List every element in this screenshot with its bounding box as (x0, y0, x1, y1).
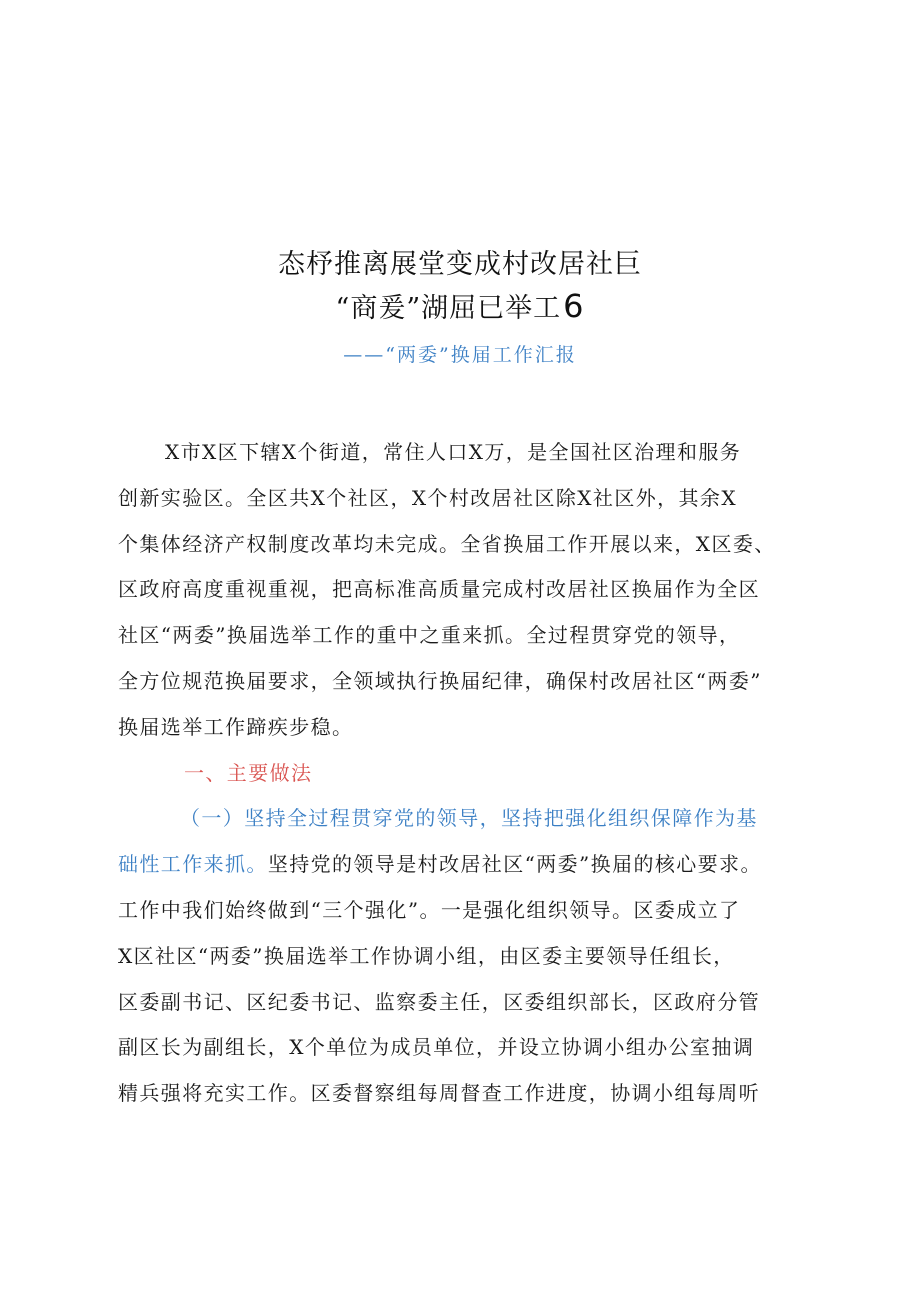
document-subtitle: ——“两委”换届工作汇报 (343, 344, 577, 366)
sub-heading-line-2-row (118, 842, 818, 888)
section-heading: 一、主要做法 (184, 760, 313, 785)
paragraph-2-line: 区委副书记、区纪委书记、监察委主任，区委组织部长，区政府分管 (118, 989, 760, 1014)
paragraph-2-line: 副区长为副组长，X个单位为成员单位，并设立协调小组办公室抽调 (118, 1035, 755, 1060)
paragraph-1-line: 个集体经济产权制度改革均未完成。全省换届工作开展以来，X区委、 (118, 531, 776, 556)
paragraph-2-line: X区社区“两委”换届选举工作协调小组，由区委主要领导任组长， (118, 943, 735, 968)
paragraph-2-first-text: 坚持党的领导是村改居社区“两委”换届的核心要求。 (267, 852, 762, 877)
paragraph-1-line: X市X区下辖X个街道，常住人口X万，是全国社区治理和服务 (165, 440, 742, 464)
paragraph-1-line: 区政府高度重视重视，把高标准高质量完成村改居社区换届作为全区 (118, 577, 760, 602)
paragraph-2-line: 工作中我们始终做到“三个强化”。一是强化组织领导。区委成立了 (118, 897, 741, 922)
sub-heading-line-1: （一）坚持全过程贯穿党的领导，坚持把强化组织保障作为基 (180, 806, 758, 831)
sub-heading-line-2: 础性工作来抓。 (118, 852, 268, 877)
paragraph-1-line: 全方位规范换届要求，全领域执行换届纪律，确保村改居社区“两委” (118, 668, 762, 693)
title-line-2-text: “商爰”湖屈已举工 (335, 293, 562, 324)
document-title-line-1: 态杼推离展堂变成村改居社巨 (278, 249, 642, 280)
title-line-2-number: 6 (563, 287, 585, 325)
document-body (118, 430, 818, 1117)
paragraph-1-line: 社区“两委”换届选举工作的重中之重来抓。全过程贯穿党的领导， (118, 623, 741, 648)
paragraph-1-line: 换届选举工作蹄疾步稳。 (118, 714, 354, 739)
paragraph-1-line: 创新实验区。全区共X个社区，X个村改居社区除X社区外，其余X (118, 485, 737, 510)
paragraph-2-line: 精兵强将充实工作。区委督察组每周督查工作进度，协调小组每周听 (118, 1081, 760, 1106)
document-title-line-2 (0, 286, 920, 325)
